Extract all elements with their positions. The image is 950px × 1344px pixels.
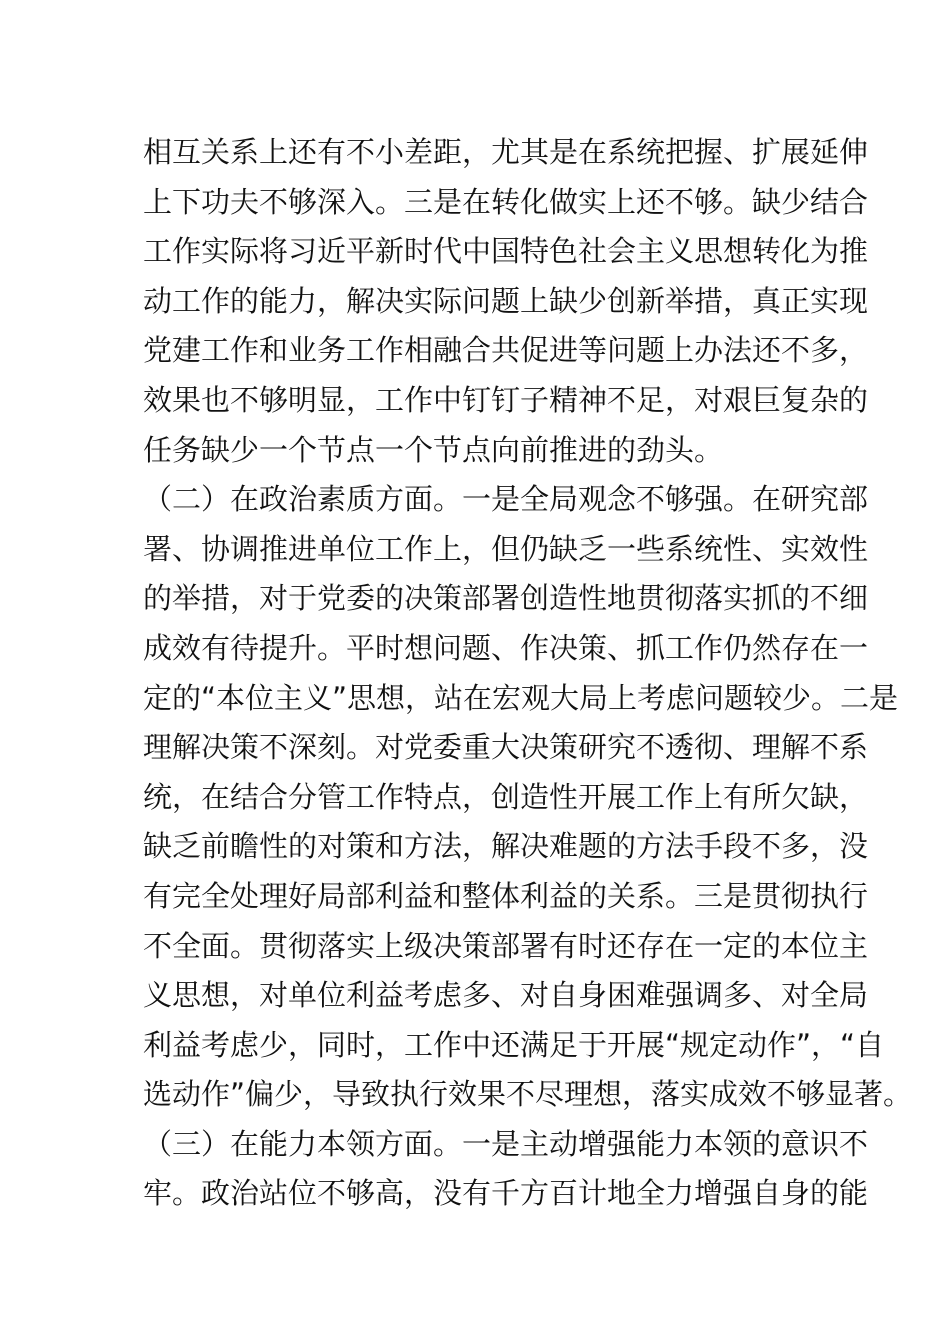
text-line: 理解决策不深刻。对党委重大决策研究不透彻、理解不系 [143, 730, 869, 765]
text-line: 任务缺少一个节点一个节点向前推进的劲头。 [143, 432, 724, 467]
text-line: 成效有待提升。平时想问题、作决策、抓工作仍然存在一 [143, 630, 869, 665]
text-line: 的举措，对于党委的决策部署创造性地贯彻落实抓的不细 [143, 581, 869, 616]
text-line: 工作实际将习近平新时代中国特色社会主义思想转化为推 [143, 234, 869, 269]
text-line: 相互关系上还有不小差距，尤其是在系统把握、扩展延伸 [143, 135, 869, 169]
text-line: 统，在结合分管工作特点，创造性开展工作上有所欠缺， [143, 779, 869, 814]
section-heading-line: （三）在能力本领方面。一是主动增强能力本领的意识不 [143, 1126, 869, 1161]
document-body [143, 128, 913, 1219]
text-line: 缺乏前瞻性的对策和方法，解决难题的方法手段不多，没 [143, 829, 869, 864]
text-line: 动工作的能力，解决实际问题上缺少创新举措，真正实现 [143, 283, 869, 318]
text-line: 党建工作和业务工作相融合共促进等问题上办法还不多， [143, 333, 869, 368]
text-line: 义思想，对单位利益考虑多、对自身困难强调多、对全局 [143, 978, 869, 1013]
text-line: 定的“本位主义”思想，站在宏观大局上考虑问题较少。二是 [143, 680, 899, 715]
text-line: 牢。政治站位不够高，没有千方百计地全力增强自身的能 [143, 1176, 869, 1211]
text-line: 效果也不够明显，工作中钉钉子精神不足，对艰巨复杂的 [143, 382, 869, 417]
text-line: 选动作”偏少，导致执行效果不尽理想，落实成效不够显著。 [143, 1077, 913, 1112]
text-line: 上下功夫不够深入。三是在转化做实上还不够。缺少结合 [143, 184, 869, 219]
text-line: 署、协调推进单位工作上，但仍缺乏一些系统性、实效性 [143, 531, 869, 566]
section-heading-line: （二）在政治素质方面。一是全局观念不够强。在研究部 [143, 482, 869, 517]
text-line: 有完全处理好局部利益和整体利益的关系。三是贯彻执行 [143, 878, 869, 913]
text-line: 不全面。贯彻落实上级决策部署有时还存在一定的本位主 [143, 928, 869, 963]
text-line: 利益考虑少，同时，工作中还满足于开展“规定动作”，“自 [143, 1027, 885, 1062]
